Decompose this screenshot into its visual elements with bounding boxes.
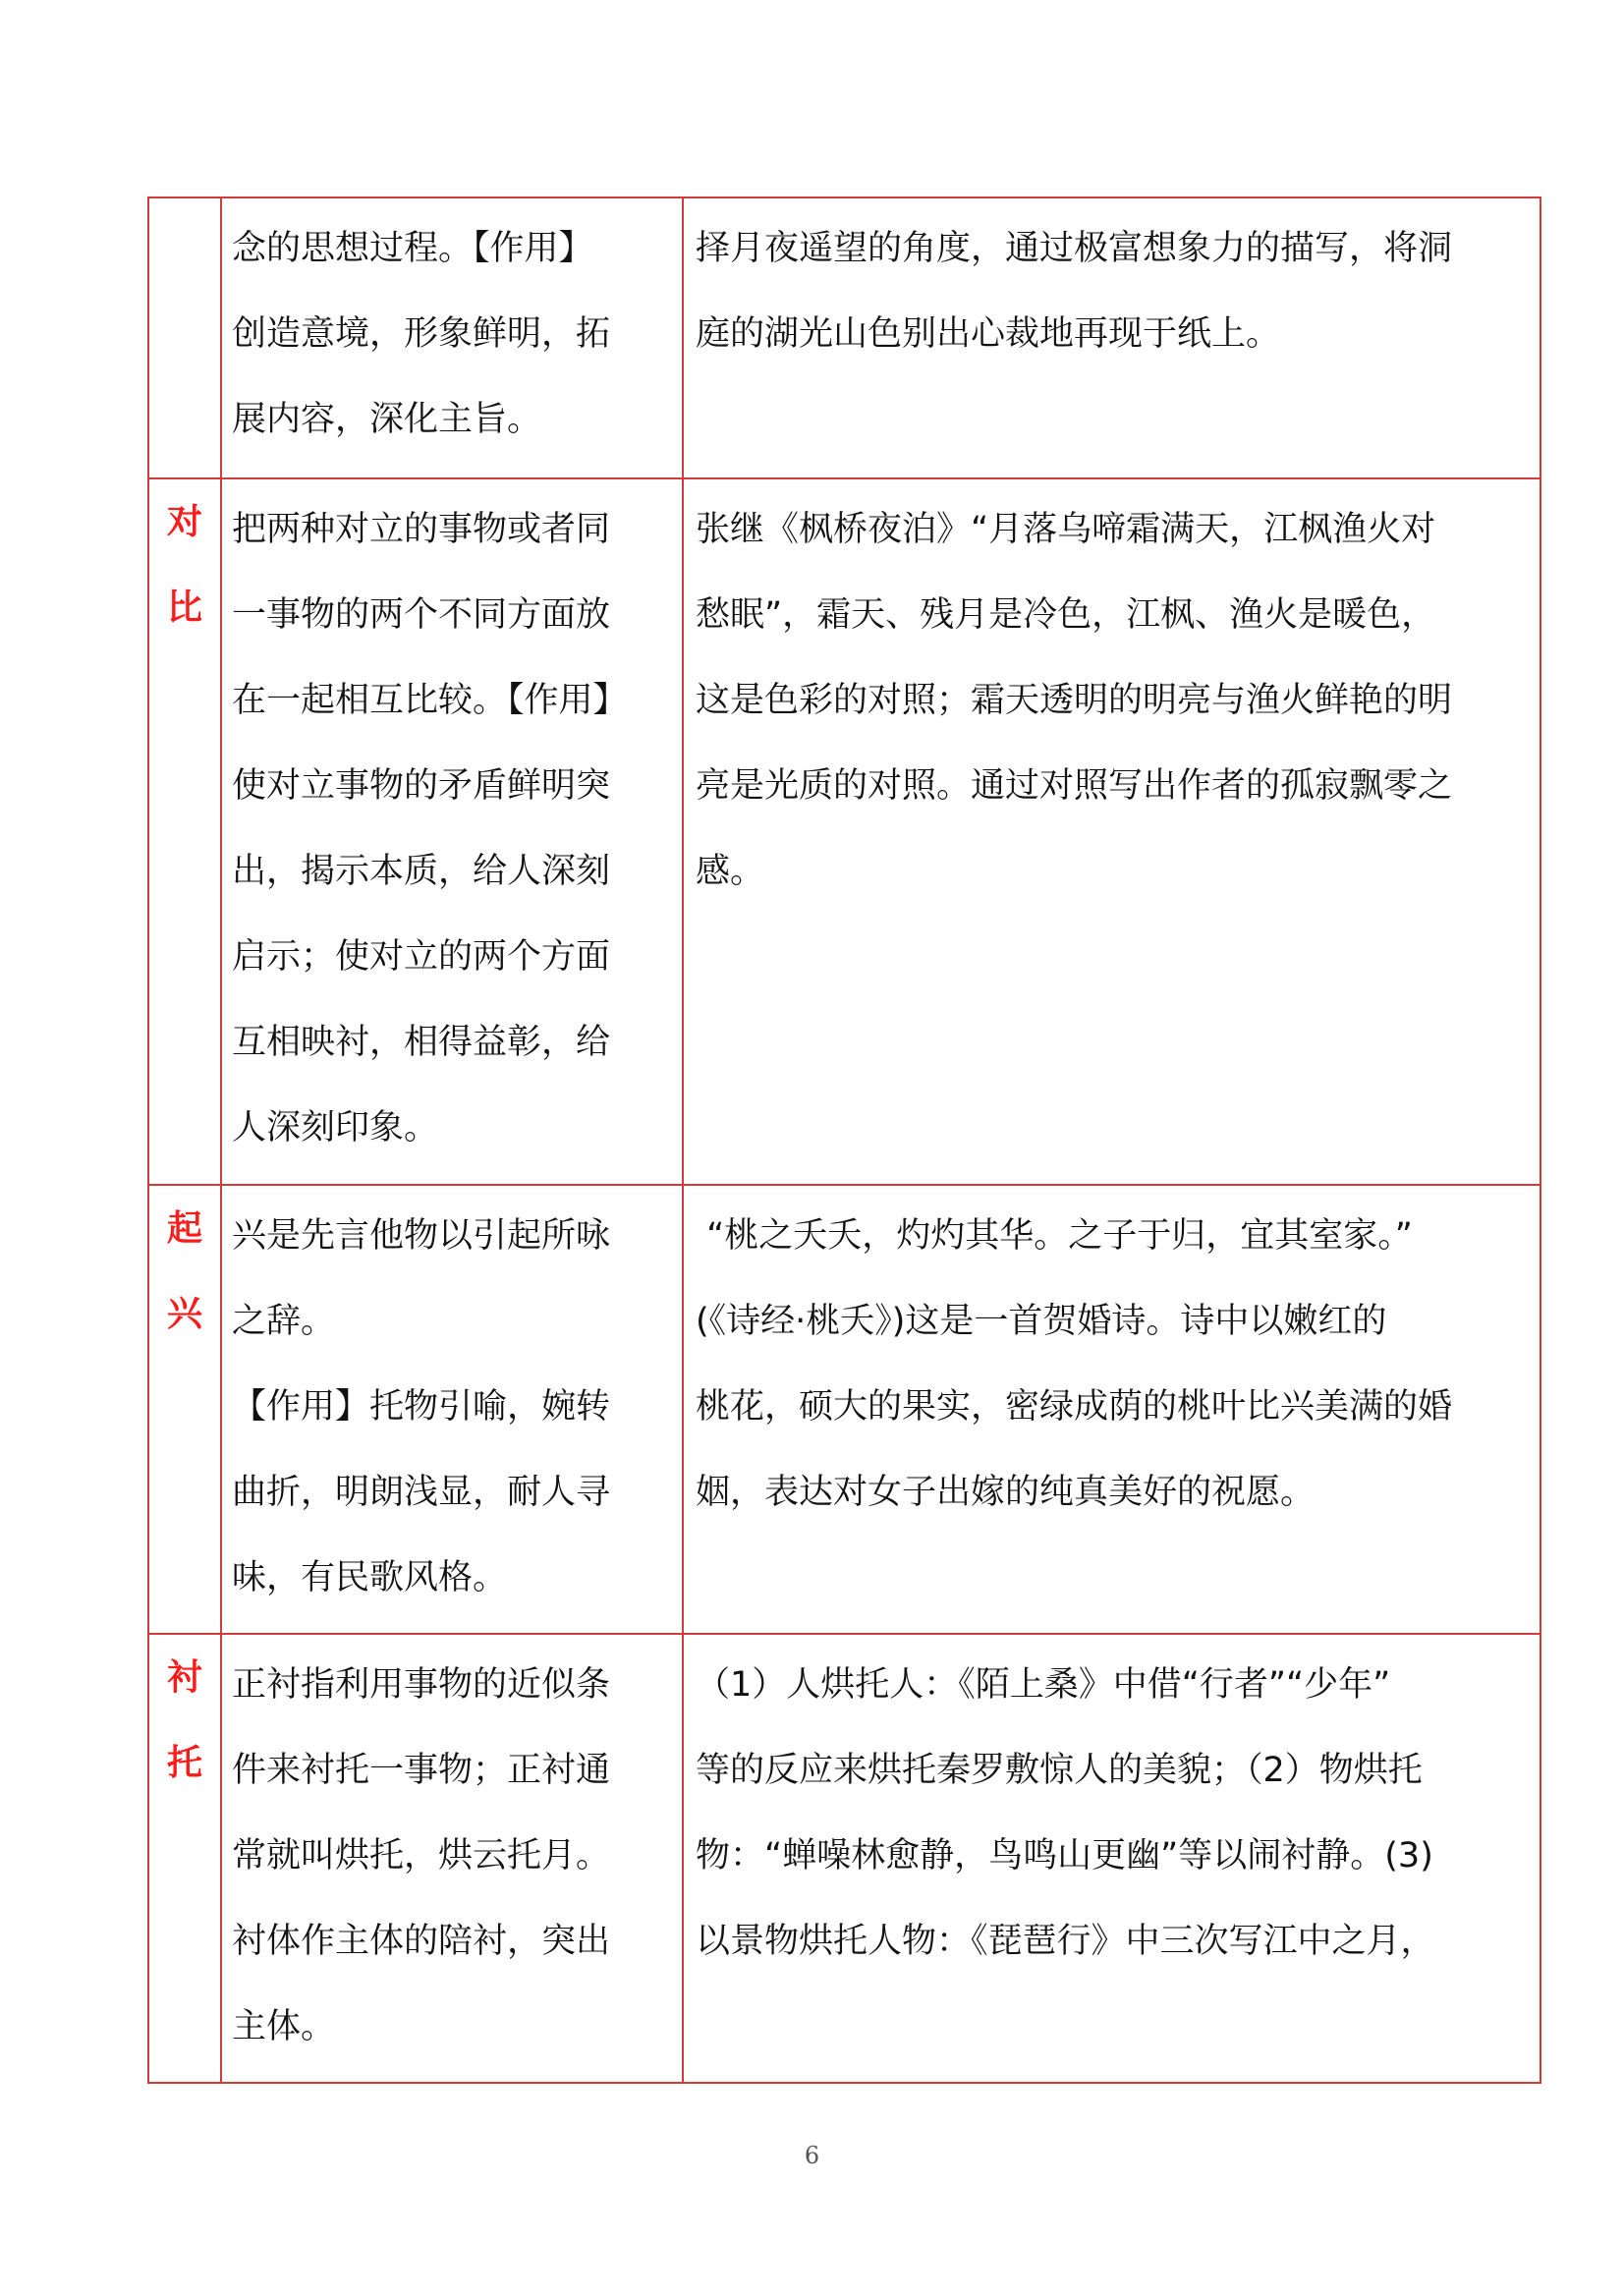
definition-line: 之辞。 bbox=[232, 1302, 336, 1341]
example-cell bbox=[683, 478, 1540, 1185]
definition-line: 展内容，深化主旨。 bbox=[232, 400, 542, 439]
example-line: 愁眠”，霜天、残月是冷色，江枫、渔火是暖色， bbox=[696, 595, 1436, 635]
example-line: 桃花，硕大的果实，密绿成荫的桃叶比兴美满的婚 bbox=[696, 1387, 1453, 1427]
term-cell bbox=[148, 197, 221, 478]
definition-line: 人深刻印象。 bbox=[232, 1108, 439, 1148]
definition-line: 使对立事物的矛盾鲜明突 bbox=[232, 766, 611, 806]
definition-line: 常就叫烘托，烘云托月。 bbox=[232, 1836, 611, 1876]
example-line: 亮是光质的对照。通过对照写出作者的孤寂飘零之 bbox=[696, 766, 1453, 806]
term-char: 托 bbox=[166, 1743, 202, 1783]
example-line: “桃之夭夭，灼灼其华。之子于归，宜其室家。” bbox=[696, 1216, 1413, 1256]
definition-line: 一事物的两个不同方面放 bbox=[232, 595, 611, 635]
term-char: 衬 bbox=[166, 1657, 202, 1698]
definition-cell bbox=[221, 478, 683, 1185]
term-cell bbox=[148, 1634, 221, 2083]
example-line: 姻，表达对女子出嫁的纯真美好的祝愿。 bbox=[696, 1473, 1316, 1512]
definition-line: 正衬指利用事物的近似条 bbox=[232, 1665, 611, 1705]
example-line: 以景物烘托人物：《琵琶行》中三次写江中之月， bbox=[696, 1922, 1435, 1961]
example-cell bbox=[683, 197, 1540, 478]
example-line: 择月夜遥望的角度，通过极富想象力的描写，将洞 bbox=[696, 229, 1453, 268]
example-line: 感。 bbox=[696, 852, 765, 891]
example-line: 这是色彩的对照；霜天透明的明亮与渔火鲜艳的明 bbox=[696, 681, 1453, 720]
definition-line: 出，揭示本质，给人深刻 bbox=[232, 852, 611, 891]
example-cell bbox=[683, 1185, 1540, 1634]
definition-line: 主体。 bbox=[232, 2007, 336, 2046]
table-row bbox=[148, 1185, 1540, 1634]
definition-line: 在一起相互比较。【作用】 bbox=[232, 681, 628, 720]
definition-cell bbox=[221, 197, 683, 478]
definition-line: 味，有民歌风格。 bbox=[232, 1558, 508, 1597]
example-line: （1）人烘托人：《陌上桑》中借“行者”“少年” bbox=[696, 1665, 1391, 1705]
example-line: 庭的湖光山色别出心裁地再现于纸上。 bbox=[696, 314, 1281, 354]
term-char: 对 bbox=[166, 502, 202, 542]
example-cell bbox=[683, 1634, 1540, 2083]
table-row bbox=[148, 478, 1540, 1185]
definition-line: 把两种对立的事物或者同 bbox=[232, 510, 611, 549]
definition-line: 创造意境，形象鲜明，拓 bbox=[232, 314, 611, 354]
page-number: 6 bbox=[804, 2142, 820, 2169]
rhetoric-table bbox=[147, 196, 1541, 2084]
table-row bbox=[148, 197, 1540, 478]
example-line: 等的反应来烘托秦罗敷惊人的美貌；（2）物烘托 bbox=[696, 1751, 1423, 1790]
definition-line: 【作用】托物引喻，婉转 bbox=[232, 1387, 611, 1427]
definition-line: 件来衬托一事物；正衬通 bbox=[232, 1751, 611, 1790]
example-line: 物：“蝉噪林愈静，鸟鸣山更幽”等以闹衬静。(3) bbox=[696, 1836, 1433, 1876]
definition-cell bbox=[221, 1185, 683, 1634]
term-cell bbox=[148, 478, 221, 1185]
definition-line: 念的思想过程。【作用】 bbox=[232, 229, 593, 268]
term-char: 兴 bbox=[166, 1294, 202, 1334]
term-cell bbox=[148, 1185, 221, 1634]
definition-line: 衬体作主体的陪衬，突出 bbox=[232, 1922, 611, 1961]
definition-line: 启示；使对立的两个方面 bbox=[232, 937, 611, 977]
definition-line: 兴是先言他物以引起所咏 bbox=[232, 1216, 611, 1256]
definition-line: 曲折，明朗浅显，耐人寻 bbox=[232, 1473, 611, 1512]
example-line: 张继《枫桥夜泊》“月落乌啼霜满天，江枫渔火对 bbox=[696, 510, 1436, 549]
definition-line: 互相映衬，相得益彰，给 bbox=[232, 1023, 611, 1062]
example-line: (《诗经·桃夭》)这是一首贺婚诗。诗中以嫩红的 bbox=[696, 1302, 1387, 1341]
term-char: 比 bbox=[166, 588, 202, 628]
definition-cell bbox=[221, 1634, 683, 2083]
table-row bbox=[148, 1634, 1540, 2083]
term-char: 起 bbox=[166, 1208, 202, 1249]
